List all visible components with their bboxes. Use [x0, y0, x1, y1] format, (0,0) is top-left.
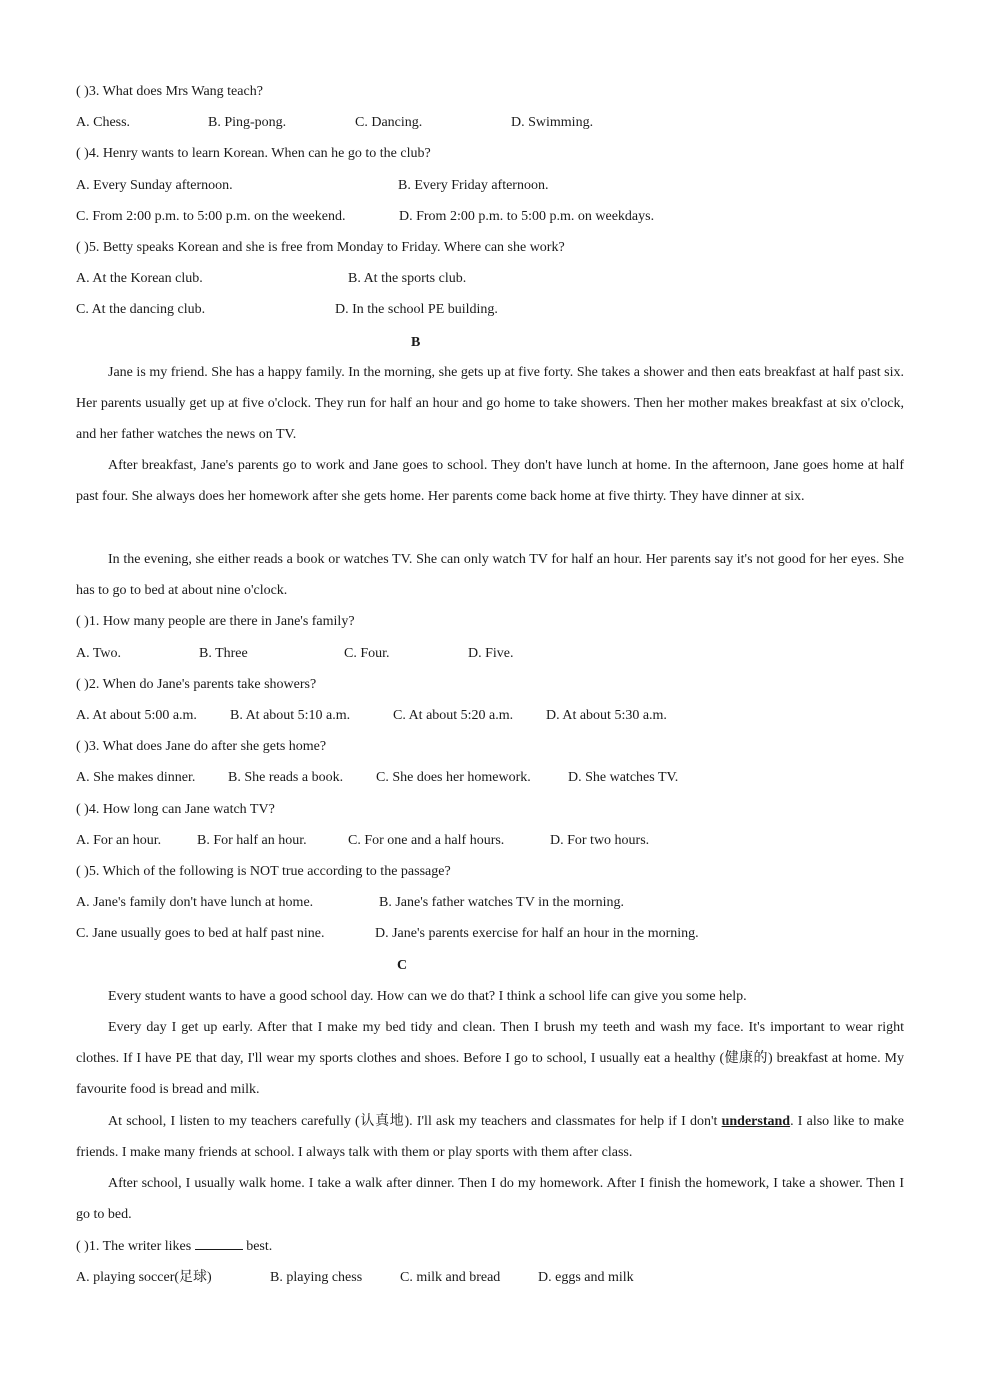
- question-b5: ( )5. Which of the following is NOT true according to the passage?: [76, 864, 451, 879]
- passage-b-paragraph-1-text: Jane is my friend. She has a happy family. In the morning, she gets up at five forty. She takes a shower and then eats breakfast at half past six. Her parents usually get up at five o'clock. They run for half an hour and go home to take showers. Then her mother makes breakfast at six o'clock, and her father watches the news on TV.: [76, 365, 904, 443]
- option-b3-a: A. She makes dinner.: [76, 770, 196, 785]
- underlined-word: understand: [721, 1114, 791, 1129]
- option-a5-a: A. At the Korean club.: [76, 271, 203, 286]
- passage-c-paragraph-3: [76, 1106, 904, 1168]
- passage-c-paragraph-2-text: Every day I get up early. After that I make my bed tidy and clean. Then I brush my teeth and wash my face. It's important to wear right clothes. If I have PE that day, I'll wear my sports clothes and shoes. Before I go to school, I usually eat a healthy (健康的) breakfast at home. My favourite food is bread and milk.: [76, 1020, 904, 1098]
- option-b4-b: B. For half an hour.: [197, 833, 307, 848]
- question-a3: ( )3. What does Mrs Wang teach?: [76, 84, 263, 99]
- option-b1-d: D. Five.: [468, 646, 514, 661]
- option-b2-d: D. At about 5:30 a.m.: [546, 708, 667, 723]
- passage-b-paragraph-3-text: In the evening, she either reads a book or watches TV. She can only watch TV for half an hour. Her parents say it's not good for her eyes. She has to go to bed at about nine o'clock.: [76, 552, 904, 599]
- option-c1-a: A. playing soccer(足球): [76, 1270, 212, 1285]
- passage-b-paragraph-1: [76, 357, 904, 451]
- passage-c-paragraph-3-text-start: At school, I listen to my teachers carefully (认真地). I'll ask my teachers and classmates for help if I don't: [108, 1114, 722, 1129]
- option-b3-d: D. She watches TV.: [568, 770, 679, 785]
- question-c1-stem-end: best.: [242, 1239, 273, 1254]
- option-c1-c: C. milk and bread: [400, 1270, 501, 1285]
- question-c1: [76, 1237, 272, 1256]
- question-a4: ( )4. Henry wants to learn Korean. When can he go to the club?: [76, 146, 431, 161]
- option-b4-d: D. For two hours.: [550, 833, 650, 848]
- passage-c-paragraph-1: [76, 981, 904, 1012]
- passage-c-paragraph-2: [76, 1012, 904, 1106]
- option-a3-d: D. Swimming.: [511, 115, 594, 130]
- option-a5-d: D. In the school PE building.: [335, 302, 498, 317]
- option-a5-b: B. At the sports club.: [348, 271, 467, 286]
- passage-b-paragraph-2: [76, 450, 904, 512]
- answer-blank: [195, 1237, 243, 1250]
- passage-c-paragraph-4: [76, 1168, 904, 1230]
- question-b4: ( )4. How long can Jane watch TV?: [76, 802, 275, 817]
- option-b5-c: C. Jane usually goes to bed at half past nine.: [76, 926, 325, 941]
- question-b3: ( )3. What does Jane do after she gets home?: [76, 739, 327, 754]
- option-c1-b: B. playing chess: [270, 1270, 363, 1285]
- option-a4-c: C. From 2:00 p.m. to 5:00 p.m. on the weekend.: [76, 209, 346, 224]
- option-a4-d: D. From 2:00 p.m. to 5:00 p.m. on weekdays.: [399, 209, 655, 224]
- section-c-heading: C: [397, 958, 408, 973]
- option-a3-b: B. Ping-pong.: [208, 115, 287, 130]
- option-b5-b: B. Jane's father watches TV in the morning.: [379, 895, 625, 910]
- question-b2: ( )2. When do Jane's parents take showers?: [76, 677, 317, 692]
- section-b-heading: B: [411, 335, 421, 350]
- option-a3-c: C. Dancing.: [355, 115, 423, 130]
- question-b1: ( )1. How many people are there in Jane's family?: [76, 614, 355, 629]
- passage-c-paragraph-3-text-end: . I also like to make friends. I make many friends at school. I always talk with them or play sports with them after class.: [76, 1114, 904, 1161]
- passage-c-paragraph-1-text: Every student wants to have a good school day. How can we do that? I think a school life can give you some help.: [108, 989, 747, 1004]
- option-b4-c: C. For one and a half hours.: [348, 833, 505, 848]
- question-a5: ( )5. Betty speaks Korean and she is free from Monday to Friday. Where can she work?: [76, 240, 565, 255]
- option-b2-c: C. At about 5:20 a.m.: [393, 708, 514, 723]
- option-b3-b: B. She reads a book.: [228, 770, 344, 785]
- option-b2-a: A. At about 5:00 a.m.: [76, 708, 197, 723]
- option-b2-b: B. At about 5:10 a.m.: [230, 708, 351, 723]
- option-b4-a: A. For an hour.: [76, 833, 162, 848]
- option-a3-a: A. Chess.: [76, 115, 131, 130]
- option-c1-d: D. eggs and milk: [538, 1270, 634, 1285]
- option-b5-a: A. Jane's family don't have lunch at home.: [76, 895, 314, 910]
- option-b1-b: B. Three: [199, 646, 248, 661]
- option-a4-a: A. Every Sunday afternoon.: [76, 178, 233, 193]
- option-a4-b: B. Every Friday afternoon.: [398, 178, 549, 193]
- option-a5-c: C. At the dancing club.: [76, 302, 206, 317]
- passage-b-paragraph-2-text: After breakfast, Jane's parents go to work and Jane goes to school. They don't have lunch at home. In the afternoon, Jane goes home at half past four. She always does her homework after she gets home. Her parents come back home at five thirty. They have dinner at six.: [76, 458, 904, 505]
- option-b1-c: C. Four.: [344, 646, 390, 661]
- option-b5-d: D. Jane's parents exercise for half an hour in the morning.: [375, 926, 699, 941]
- option-b1-a: A. Two.: [76, 646, 122, 661]
- option-b3-c: C. She does her homework.: [376, 770, 531, 785]
- passage-c-paragraph-4-text: After school, I usually walk home. I take a walk after dinner. Then I do my homework. After I finish the homework, I take a shower. Then I go to bed.: [76, 1176, 904, 1223]
- passage-b-paragraph-3: [76, 544, 904, 606]
- question-c1-stem: ( )1. The writer likes: [76, 1239, 195, 1254]
